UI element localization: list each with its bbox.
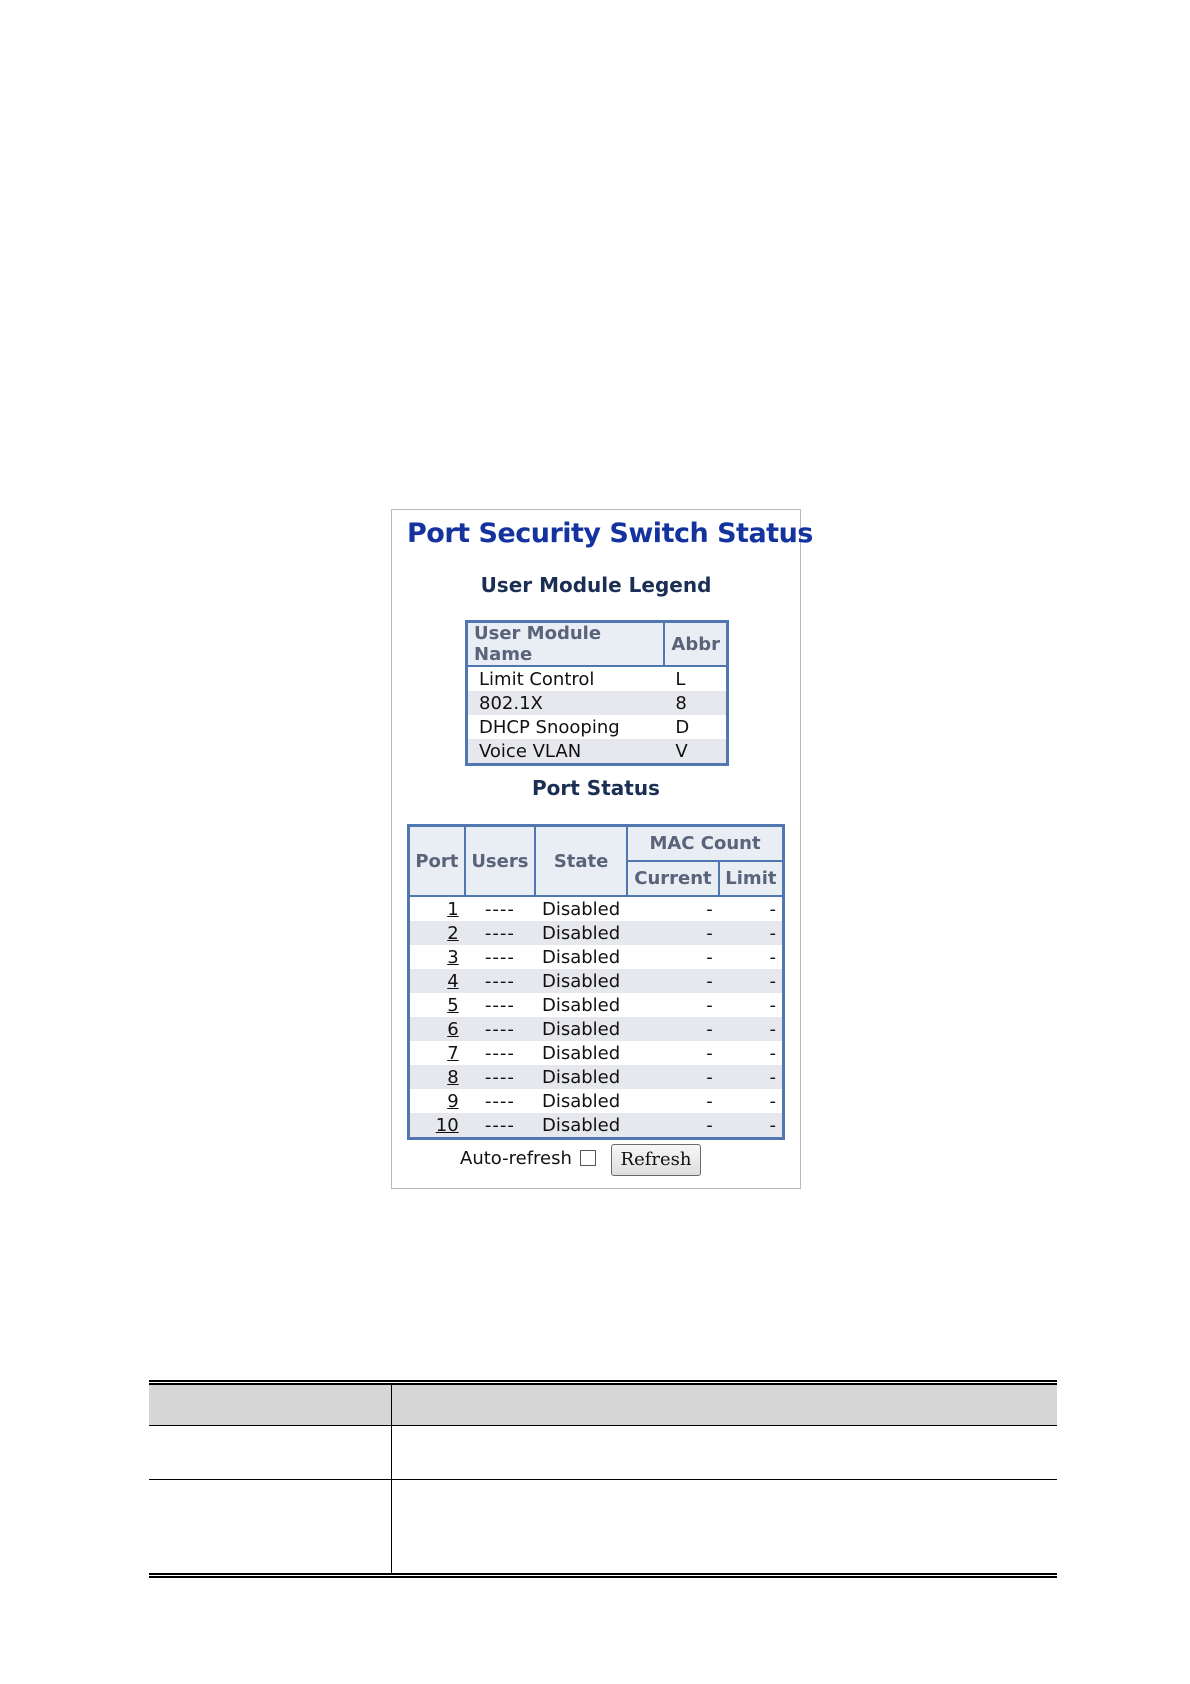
table-row [409,945,784,969]
state-cell: Disabled [541,898,621,920]
legend-module-abbr: D [675,716,690,738]
port-status-title: Port Status [532,776,660,800]
table-row [409,921,784,945]
description-table-row [149,1425,1057,1479]
users-cell: ---- [465,1113,535,1139]
port-link[interactable]: 6 [447,1018,459,1040]
state-cell: Disabled [535,969,627,993]
legend-module-name: 802.1X [467,691,665,715]
legend-row [467,691,728,715]
users-cell: ---- [465,969,535,993]
port-link[interactable]: 5 [447,994,459,1016]
description-table-row [149,1479,1057,1570]
description-table-header [149,1385,1057,1425]
limit-cell: - [769,898,776,920]
current-cell: - [627,1017,719,1041]
state-cell: Disabled [535,921,627,945]
port-status-table [407,824,785,1140]
port-link[interactable]: 7 [447,1042,459,1064]
users-cell: ---- [465,1017,535,1041]
user-module-legend-table [465,620,729,766]
auto-refresh-label: Auto-refresh [460,1148,572,1169]
column-divider [391,1385,392,1573]
table-row [409,1041,784,1065]
current-cell: - [706,1090,713,1112]
header-mac-count: MAC Count [627,826,783,862]
legend-header-name: User Module Name [467,622,665,667]
port-link[interactable]: 9 [447,1090,459,1112]
limit-cell: - [719,921,784,945]
current-cell: - [627,969,719,993]
limit-cell: - [769,946,776,968]
port-link[interactable]: 3 [447,946,459,968]
legend-row [467,739,728,765]
users-cell: ---- [465,921,535,945]
users-cell: ---- [484,946,515,968]
header-current: Current [627,861,719,896]
port-link[interactable]: 2 [447,922,459,944]
users-cell: ---- [484,1090,515,1112]
page-title: Port Security Switch Status [407,518,813,549]
legend-row [467,666,728,691]
table-row [409,1089,784,1113]
table-row [409,1017,784,1041]
users-cell: ---- [484,1042,515,1064]
current-cell: - [706,898,713,920]
refresh-button[interactable]: Refresh [611,1144,701,1176]
port-link[interactable]: 10 [435,1114,459,1136]
port-link[interactable]: 1 [447,898,459,920]
legend-header-abbr: Abbr [664,622,727,667]
state-cell: Disabled [541,1042,621,1064]
limit-cell: - [769,1042,776,1064]
table-row [409,969,784,993]
legend-module-name: DHCP Snooping [479,716,620,738]
legend-title: User Module Legend [480,573,712,597]
legend-module-name: Limit Control [479,668,595,690]
state-cell: Disabled [535,1065,627,1089]
limit-cell: - [719,969,784,993]
current-cell: - [627,921,719,945]
table-row [409,896,784,921]
header-users: Users [465,826,535,897]
current-cell: - [627,1065,719,1089]
state-cell: Disabled [541,994,621,1016]
limit-cell: - [719,1017,784,1041]
auto-refresh-checkbox[interactable] [580,1150,596,1166]
port-link[interactable]: 8 [447,1066,459,1088]
limit-cell: - [769,994,776,1016]
legend-row [467,715,728,739]
limit-cell: - [719,1065,784,1089]
limit-cell: - [769,1090,776,1112]
users-cell: ---- [465,1065,535,1089]
parameter-description-table [149,1380,1057,1578]
header-state: State [535,826,627,897]
table-row [409,1113,784,1139]
state-cell: Disabled [535,1017,627,1041]
state-cell: Disabled [535,1113,627,1139]
users-cell: ---- [484,898,515,920]
current-cell: - [706,946,713,968]
table-row [409,993,784,1017]
table-row [409,1065,784,1089]
port-security-status-screenshot [391,509,813,1189]
legend-module-abbr: 8 [664,691,727,715]
users-cell: ---- [484,994,515,1016]
legend-module-name: Voice VLAN [467,739,665,765]
header-port: Port [409,826,465,897]
state-cell: Disabled [541,1090,621,1112]
port-link[interactable]: 4 [447,970,459,992]
legend-module-abbr: V [664,739,727,765]
legend-module-abbr: L [675,668,686,690]
current-cell: - [627,1113,719,1139]
header-limit: Limit [719,861,784,896]
refresh-controls [392,1142,800,1178]
current-cell: - [706,1042,713,1064]
current-cell: - [706,994,713,1016]
limit-cell: - [719,1113,784,1139]
state-cell: Disabled [541,946,621,968]
